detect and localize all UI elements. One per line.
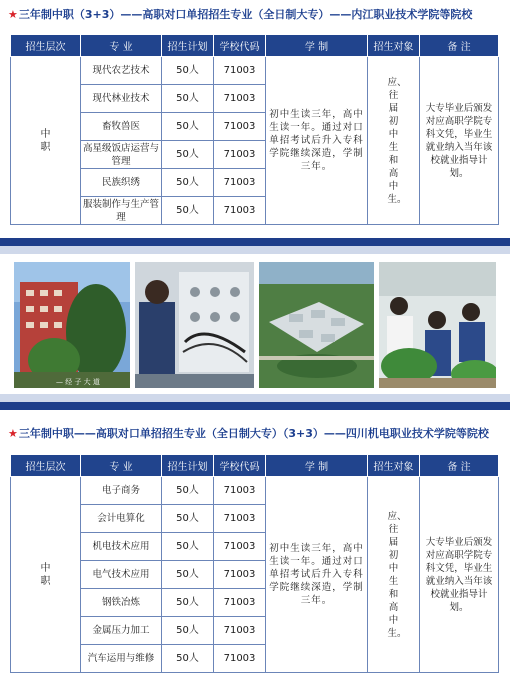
- target-text: 应、往届初中生和高中生。: [387, 510, 407, 639]
- header-plan: 招生计划: [162, 35, 214, 57]
- major-cell: 机电技术应用: [81, 533, 162, 561]
- plan-cell: 50人: [162, 589, 214, 617]
- school-code-cell: 71003: [214, 505, 266, 533]
- plan-cell: 50人: [162, 533, 214, 561]
- star-icon: ★: [8, 427, 18, 440]
- xuezhi-cell: 初中生读三年，高中生读一年。通过对口单招考试后升入专科学院继续深造，学制三年。: [266, 57, 368, 225]
- level-cell: 中 职: [11, 57, 81, 225]
- header-level: 招生层次: [11, 455, 81, 477]
- major-cell: 服装制作与生产管理: [81, 197, 162, 225]
- remark-cell: 大专毕业后颁发对应高职学院专科文凭，毕业生就业纳入当年该校就业指导计划。: [420, 57, 499, 225]
- table-row: [11, 477, 499, 505]
- photo-floral-training: [379, 262, 496, 388]
- header-major: 专 业: [81, 455, 162, 477]
- plan-cell: 50人: [162, 85, 214, 113]
- photo-campus-aerial: [259, 262, 374, 388]
- school-code-cell: 71003: [214, 169, 266, 197]
- school-code-cell: 71003: [214, 589, 266, 617]
- major-cell: 畜牧兽医: [81, 113, 162, 141]
- header-xuezhi: 学 制: [266, 35, 368, 57]
- school-code-cell: 71003: [214, 197, 266, 225]
- major-cell: 现代农艺技术: [81, 57, 162, 85]
- photo-caption: — 经 子 大 道: [56, 378, 100, 386]
- plan-cell: 50人: [162, 645, 214, 673]
- plan-cell: 50人: [162, 617, 214, 645]
- header-remark: 备 注: [420, 35, 499, 57]
- plan-cell: 50人: [162, 561, 214, 589]
- school-code-cell: 71003: [214, 57, 266, 85]
- photo-campus-building: [14, 262, 130, 388]
- school-code-cell: 71003: [214, 645, 266, 673]
- major-cell: 民族织绣: [81, 169, 162, 197]
- level-cell: 中 职: [11, 477, 81, 673]
- header-code: 学校代码: [214, 35, 266, 57]
- major-cell: 现代林业技术: [81, 85, 162, 113]
- photo-lab-training: [135, 262, 254, 388]
- target-text: 应、往届初中生和高中生。: [387, 76, 407, 205]
- plan-cell: 50人: [162, 505, 214, 533]
- table-header-row: [11, 35, 499, 57]
- header-level: 招生层次: [11, 35, 81, 57]
- school-code-cell: 71003: [214, 617, 266, 645]
- separator-band-top-light: [0, 246, 510, 254]
- header-target: 招生对象: [368, 35, 420, 57]
- plan-cell: 50人: [162, 197, 214, 225]
- table-row: [11, 57, 499, 85]
- header-plan: 招生计划: [162, 455, 214, 477]
- target-cell: [368, 477, 420, 673]
- school-code-cell: 71003: [214, 85, 266, 113]
- remark-cell: 大专毕业后颁发对应高职学院专科文凭，毕业生就业纳入当年该校就业指导计划。: [420, 477, 499, 673]
- school-code-cell: 71003: [214, 141, 266, 169]
- plan-cell: 50人: [162, 477, 214, 505]
- plan-cell: 50人: [162, 169, 214, 197]
- major-cell: 钢铁冶炼: [81, 589, 162, 617]
- major-cell: 电气技术应用: [81, 561, 162, 589]
- enrollment-table-1: [10, 34, 499, 225]
- section-title-2: [8, 424, 502, 444]
- separator-band-bottom-light: [0, 394, 510, 402]
- separator-band-bottom: [0, 402, 510, 410]
- section-title-1-text: 三年制中职（3+3）——高职对口单招招生专业（全日制大专）——内江职业技术学院等院校: [18, 8, 473, 21]
- major-cell: 高星级饭店运营与管理: [81, 141, 162, 169]
- target-cell: [368, 57, 420, 225]
- school-code-cell: 71003: [214, 533, 266, 561]
- header-remark: 备 注: [420, 455, 499, 477]
- plan-cell: 50人: [162, 57, 214, 85]
- plan-cell: 50人: [162, 141, 214, 169]
- school-code-cell: 71003: [214, 561, 266, 589]
- major-cell: 金属压力加工: [81, 617, 162, 645]
- header-code: 学校代码: [214, 455, 266, 477]
- plan-cell: 50人: [162, 113, 214, 141]
- table-header-row: [11, 455, 499, 477]
- header-xuezhi: 学 制: [266, 455, 368, 477]
- major-cell: 电子商务: [81, 477, 162, 505]
- xuezhi-cell: 初中生读三年，高中生读一年。通过对口单招考试后升入专科学院继续深造，学制三年。: [266, 477, 368, 673]
- header-major: 专 业: [81, 35, 162, 57]
- school-code-cell: 71003: [214, 113, 266, 141]
- header-target: 招生对象: [368, 455, 420, 477]
- section-title-2-text: 三年制中职——高职对口单招招生专业（全日制大专）（3+3）——四川机电职业技术学院等院校: [18, 427, 489, 440]
- major-cell: 会计电算化: [81, 505, 162, 533]
- major-cell: 汽车运用与维修: [81, 645, 162, 673]
- star-icon: ★: [8, 8, 18, 21]
- section-title-1: [8, 5, 502, 25]
- separator-band-top: [0, 238, 510, 246]
- enrollment-table-2: [10, 454, 499, 673]
- school-code-cell: 71003: [214, 477, 266, 505]
